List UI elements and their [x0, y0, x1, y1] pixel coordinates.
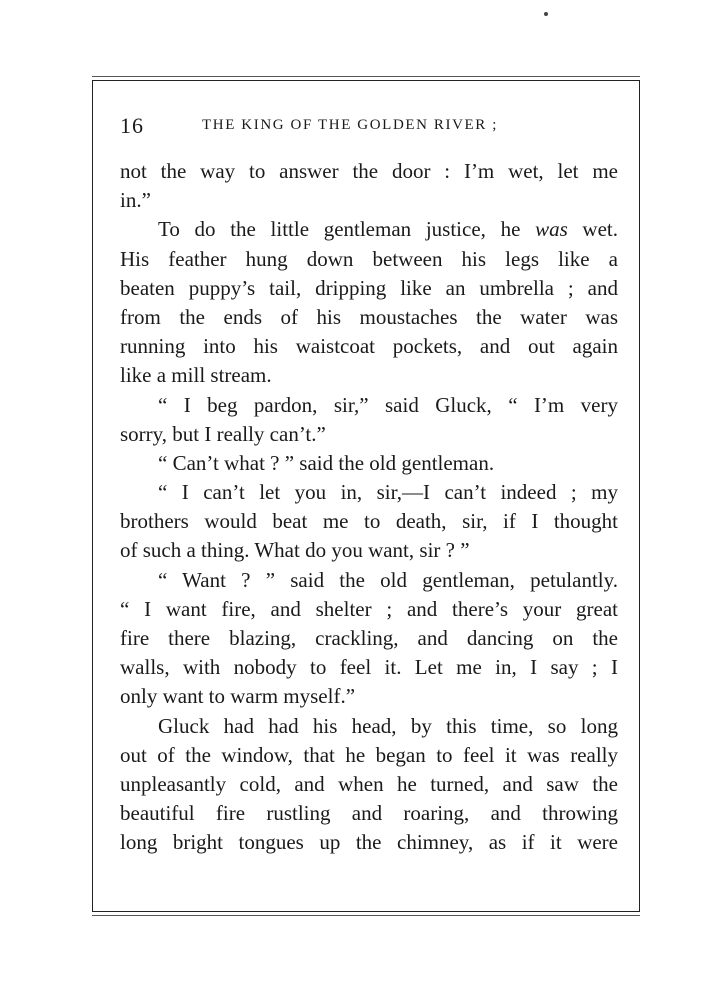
text-line: unpleasantly cold, and when he turned, and saw the — [120, 771, 618, 796]
text-line: Gluck had had his head, by this time, so long — [158, 713, 618, 738]
text-line: “ I beg pardon, sir,” said Gluck, “ I’m very — [158, 392, 618, 417]
page-number: 16 — [120, 113, 144, 138]
emphasis: was — [535, 217, 568, 242]
text-line: walls, with nobody to feel it. Let me in, I say ; I — [120, 655, 618, 680]
frame-bottom-rule — [92, 915, 640, 916]
frame-top-rule — [92, 76, 640, 77]
text-line: sorry, but I really can’t.” — [120, 421, 326, 446]
text-line: like a mill stream. — [120, 363, 272, 388]
text-line: beautiful fire rustling and roaring, and throwing — [120, 801, 618, 826]
text-line: only want to warm myself.” — [120, 684, 356, 709]
body-text — [120, 157, 618, 858]
running-title: THE KING OF THE GOLDEN RIVER ; — [202, 117, 499, 133]
text-line: brothers would beat me to death, sir, if I thought — [120, 509, 618, 534]
text-line: long bright tongues up the chimney, as if it were — [120, 830, 618, 855]
text-line: from the ends of his moustaches the water was — [120, 304, 618, 329]
text-line: running into his waistcoat pockets, and out again — [120, 334, 618, 359]
text-line: out of the window, that he began to feel it was really — [120, 742, 618, 767]
running-head — [120, 113, 620, 139]
text-line: His feather hung down between his legs like a — [120, 246, 618, 271]
text-line: beaten puppy’s tail, dripping like an umbrella ; and — [120, 275, 618, 300]
text-line: To do the little gentleman justice, he was wet. — [158, 217, 618, 242]
text-line: “ Want ? ” said the old gentleman, petulantly. — [158, 567, 618, 592]
text-line: “ I want fire, and shelter ; and there’s your great — [120, 596, 618, 621]
text-line: “ Can’t what ? ” said the old gentleman. — [158, 450, 495, 475]
text-line: not the way to answer the door : I’m wet, let me — [120, 159, 618, 183]
text-line: in.” — [120, 188, 151, 213]
text-line: fire there blazing, crackling, and dancing on the — [120, 626, 618, 650]
text-line: of such a thing. What do you want, sir ? ” — [120, 538, 470, 563]
ink-speck — [544, 12, 548, 16]
text-line: “ I can’t let you in, sir,—I can’t indeed ; my — [158, 480, 618, 505]
